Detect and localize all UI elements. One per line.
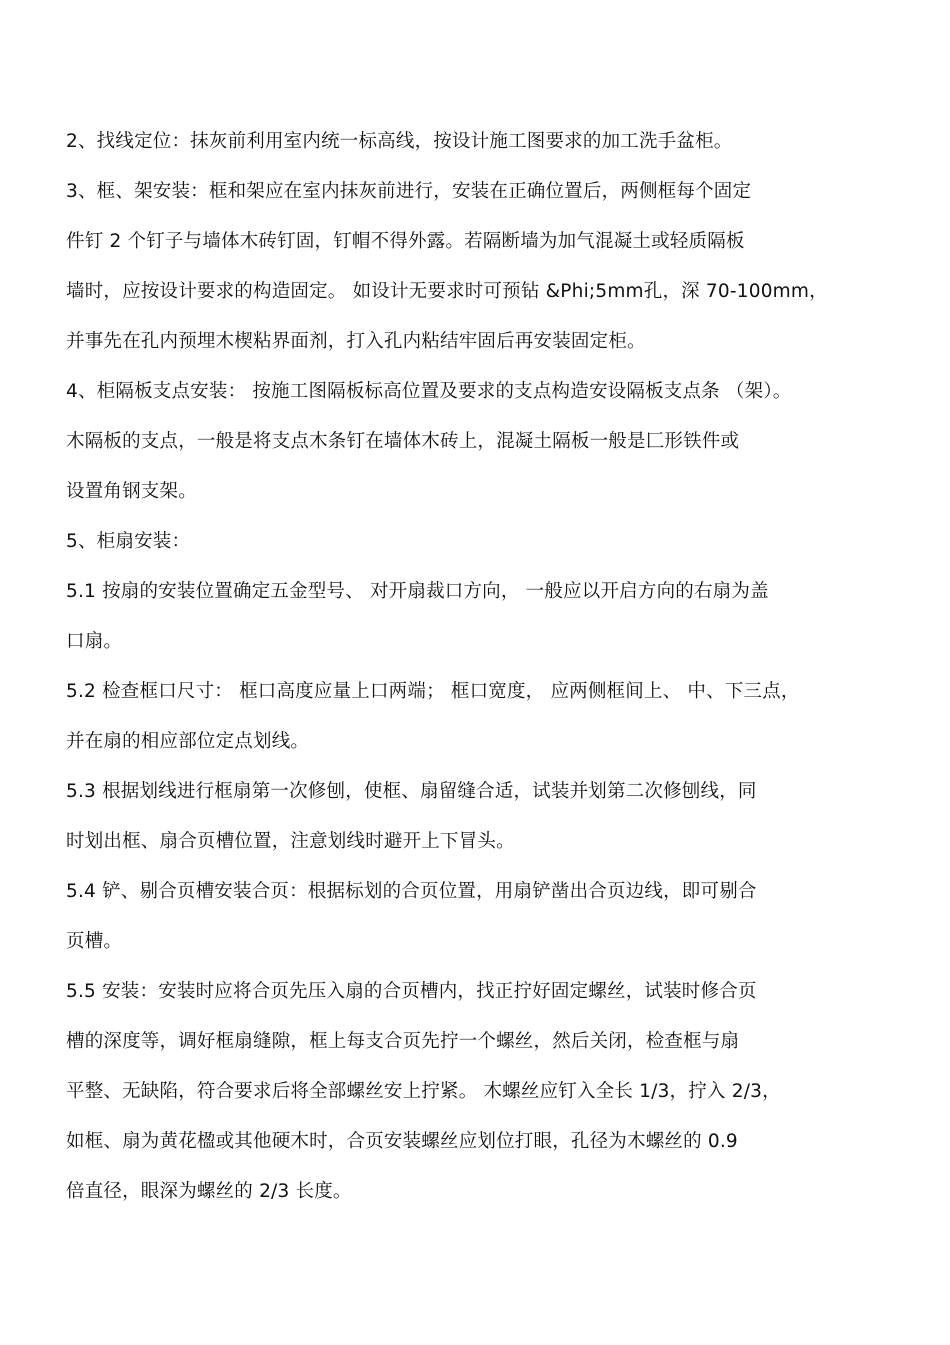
text-line: 墙时，应按设计要求的构造固定。 如设计无要求时可预钻 &Phi;5mm孔，深 70-100mm， [66,281,828,302]
text-line: 2、找线定位：抹灰前利用室内统一标高线，按设计施工图要求的加工洗手盆柜。 [66,131,733,152]
text-line: 如框、扇为黄花楹或其他硬木时，合页安装螺丝应划位打眼，孔径为木螺丝的 0.9 [66,1131,738,1152]
text-line: 平整、无缺陷，符合要求后将全部螺丝安上拧紧。 木螺丝应钉入全长 1/3，拧入 2/3， [66,1081,781,1102]
text-line: 3、框、架安装：框和架应在室内抹灰前进行，安装在正确位置后，两侧框每个固定 [66,181,752,202]
text-line: 5、柜扇安装： [66,531,191,552]
text-line: 5.4 铲、剔合页槽安装合页：根据标划的合页位置，用扇铲凿出合页边线，即可剔合 [66,881,757,902]
text-line: 倍直径，眼深为螺丝的 2/3 长度。 [66,1181,352,1202]
text-line: 5.3 根据划线进行框扇第一次修刨，使框、扇留缝合适，试装并划第二次修刨线，同 [66,781,757,802]
text-line: 口扇。 [66,631,123,652]
text-line: 设置角钢支架。 [66,481,197,502]
text-line: 5.2 检查框口尺寸： 框口高度应量上口两端； 框口宽度， 应两侧框间上、 中、下三点， [66,681,800,702]
text-line: 槽的深度等，调好框扇缝隙，框上每支合页先拧一个螺丝，然后关闭，检查框与扇 [66,1031,740,1052]
text-line: 并在扇的相应部位定点划线。 [66,731,310,752]
text-line: 时划出框、扇合页槽位置，注意划线时避开上下冒头。 [66,831,515,852]
document-body [66,122,896,1222]
text-line: 5.5 安装：安装时应将合页先压入扇的合页槽内，找正拧好固定螺丝，试装时修合页 [66,981,757,1002]
text-line: 页槽。 [66,931,123,952]
text-line: 4、柜隔板支点安装： 按施工图隔板标高位置及要求的支点构造安设隔板支点条 （架）。 [66,381,792,402]
text-line: 木隔板的支点，一般是将支点木条钉在墙体木砖上，混凝土隔板一般是匚形铁件或 [66,431,740,452]
text-line: 5.1 按扇的安装位置确定五金型号、 对开扇裁口方向， 一般应以开启方向的右扇为盖 [66,581,769,602]
text-line: 件钉 2 个钉子与墙体木砖钉固，钉帽不得外露。若隔断墙为加气混凝土或轻质隔板 [66,231,745,252]
text-line: 并事先在孔内预埋木楔粘界面剂，打入孔内粘结牢固后再安装固定柜。 [66,331,646,352]
